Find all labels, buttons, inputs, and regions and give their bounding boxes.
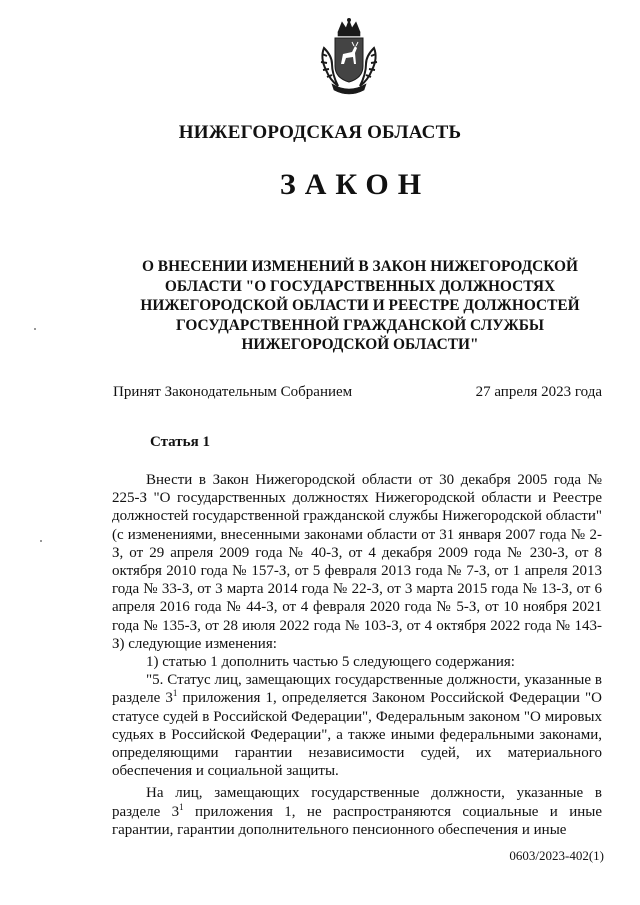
paragraph-text-start: На лиц, замещающих государственные должности, указанные в разделе 3 [112, 785, 602, 820]
paragraph-text-end: приложения 1, не распространяются социальные и иные гарантии, гарантии дополнительного пенсионного обеспечения и иные [112, 803, 602, 838]
law-title [120, 257, 600, 355]
adoption-date: 27 апреля 2023 года [475, 384, 602, 400]
quoted-text-end: приложения 1, определяется Законом Российской Федерации "О статусе судей в Российской Федерации", Федеральным законом "О мировых судьях в Российской Федерации", а также иными федеральными законами, определяющими гарантии независимости судей, их материального обеспечения и социальной защиты. [112, 690, 602, 780]
coat-of-arms-icon [318, 18, 380, 98]
document-number: 0603/2023-402(1) [509, 848, 604, 863]
law-title-line: ОБЛАСТИ "О ГОСУДАРСТВЕННЫХ ДОЛЖНОСТЯХ [164, 277, 556, 295]
law-title-line: НИЖЕГОРОДСКОЙ ОБЛАСТИ" [241, 336, 479, 353]
scan-speck [34, 328, 36, 330]
article-body [112, 471, 602, 839]
law-title-line: О ВНЕСЕНИИ ИЗМЕНЕНИЙ В ЗАКОН НИЖЕГОРОДСКОЙ [141, 258, 578, 275]
law-title-line: ГОСУДАРСТВЕННОЙ ГРАЖДАНСКОЙ СЛУЖБЫ [175, 316, 545, 334]
article-paragraph: Внести в Закон Нижегородской области от 30 декабря 2005 года № 225-З "О государственных должностях Нижегородской области и Реестре должностей государственной гражданской службы Нижегородской области" (с изменениями, внесенными законами области от 31 января 2007 года № 2-З, от 29 апреля 2009 года № 40-З, от 4 декабря 2009 года № 230-З, от 8 октября 2010 года № 157-З, от 5 февраля 2013 года № 7-З, от 1 апреля 2013 года № 33-З, от 3 марта 2014 года № 22-З, от 3 марта 2015 года № 13-З, от 6 апреля 2016 года № 44-З, от 4 февраля 2020 года № 5-З, от 10 ноября 2021 года № 135-З, от 28 июля 2022 года № 103-З, от 4 октября 2022 года № 143-З) следующие изменения: [112, 472, 602, 652]
article-heading: Статья 1 [150, 434, 210, 450]
document-type-heading: ЗАКОН [279, 168, 431, 201]
quoted-text-start: "5. Статус лиц, замещающих государственные должности, указанные в разделе 3 [112, 672, 602, 707]
article-paragraph [112, 784, 602, 839]
superscript: 1 [179, 801, 184, 812]
superscript: 1 [172, 688, 178, 699]
scan-speck [40, 540, 42, 542]
adopted-by-label: Принят Законодательным Собранием [113, 384, 353, 400]
article-item: 1) статью 1 дополнить частью 5 следующего содержания: [146, 654, 515, 671]
law-title-line: НИЖЕГОРОДСКОЙ ОБЛАСТИ И РЕЕСТРЕ ДОЛЖНОСТЕЙ [140, 297, 580, 314]
quoted-paragraph [112, 671, 602, 780]
region-heading: НИЖЕГОРОДСКАЯ ОБЛАСТЬ [178, 122, 462, 143]
